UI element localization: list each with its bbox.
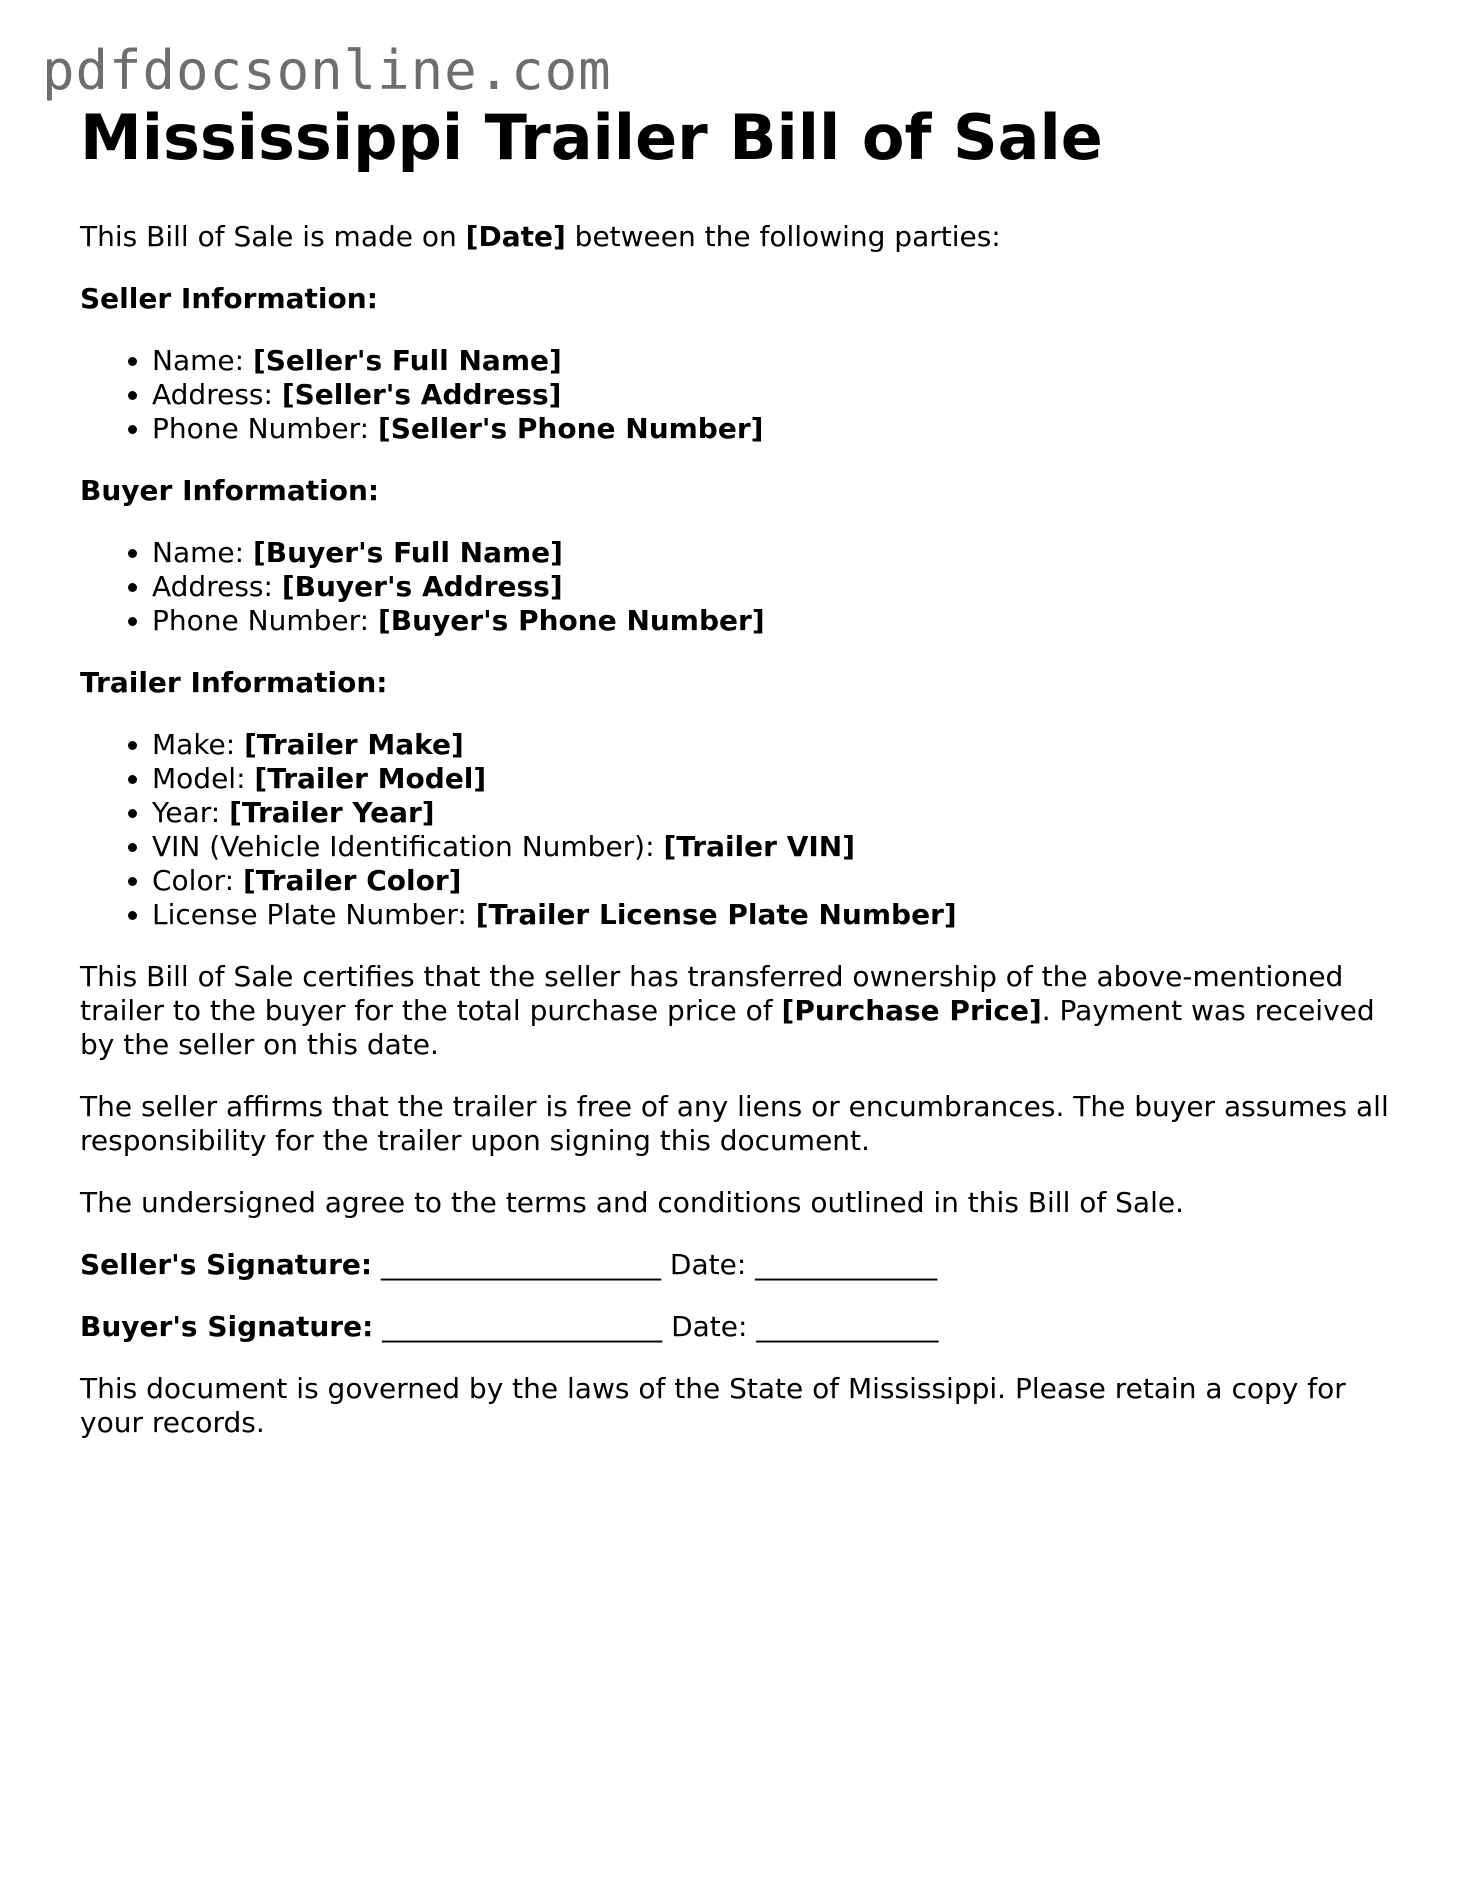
seller-info-list [80, 344, 1400, 446]
trailer-info-list [80, 728, 1400, 932]
buyer-date-label: Date: [671, 1310, 757, 1343]
seller-signature-line: ____________________ [372, 1248, 670, 1281]
seller-date-label: Date: [669, 1248, 756, 1281]
buyer-name-value: [Buyer's Full Name] [252, 536, 563, 569]
trailer-vin-value: [Trailer VIN] [663, 830, 856, 863]
buyer-section-heading: Buyer Information: [80, 474, 380, 507]
buyer-phone-value: [Buyer's Phone Number] [377, 604, 765, 637]
document-title: Mississippi Trailer Bill of Sale [80, 101, 1103, 174]
purchase-price-placeholder: [Purchase Price] [781, 994, 1042, 1027]
trailer-color-item [152, 864, 1400, 898]
trailer-plate-item [152, 898, 1400, 932]
list-item-label: Color: [152, 864, 243, 897]
list-item-label: Year: [152, 796, 230, 829]
trailer-make-item [152, 728, 1400, 762]
buyer-phone-item [152, 604, 1400, 638]
governing-law-paragraph: This document is governed by the laws of the State of Mississippi. Please retain a copy for your records. [80, 1372, 1346, 1439]
certification-after: . Payment was received by the seller on this date. [80, 994, 1375, 1061]
list-item-label: Address: [152, 378, 282, 411]
liens-paragraph: The seller affirms that the trailer is free of any liens or encumbrances. The buyer assumes all responsibility for the trailer upon signing this document. [80, 1090, 1389, 1157]
buyer-signature-label: Buyer's Signature: [80, 1310, 374, 1343]
seller-address-item [152, 378, 1400, 412]
date-placeholder: [Date] [465, 220, 566, 253]
seller-phone-value: [Seller's Phone Number] [377, 412, 764, 445]
list-item-label: Phone Number: [152, 412, 378, 445]
buyer-signature-line: ____________________ [373, 1310, 672, 1343]
list-item-label: Model: [152, 762, 255, 795]
buyer-address-value: [Buyer's Address] [281, 570, 563, 603]
list-item-label: License Plate Number: [152, 898, 476, 931]
seller-section-heading: Seller Information: [80, 282, 378, 315]
buyer-address-item [152, 570, 1400, 604]
certification-paragraph [80, 960, 1400, 1062]
list-item-label: Name: [152, 344, 253, 377]
seller-signature-row [80, 1248, 1400, 1282]
intro-after: between the following parties: [565, 220, 1001, 253]
watermark-text: pdfdocsonline.com [42, 39, 612, 102]
seller-name-value: [Seller's Full Name] [252, 344, 562, 377]
list-item-label: Make: [152, 728, 245, 761]
intro-paragraph [80, 220, 1400, 254]
buyer-info-list [80, 536, 1400, 638]
seller-phone-item [152, 412, 1400, 446]
buyer-name-item [152, 536, 1400, 570]
buyer-date-line: _____________ [756, 1310, 939, 1343]
trailer-make-value: [Trailer Make] [244, 728, 464, 761]
seller-name-item [152, 344, 1400, 378]
certification-before: This Bill of Sale certifies that the seller has transferred ownership of the above-mentioned trailer to the buyer for the total purchase price of [80, 960, 1344, 1027]
list-item-label: Phone Number: [152, 604, 378, 637]
seller-date-line: _____________ [755, 1248, 938, 1281]
list-item-label: VIN (Vehicle Identification Number): [152, 830, 664, 863]
list-item-label: Address: [152, 570, 282, 603]
trailer-model-value: [Trailer Model] [254, 762, 487, 795]
seller-address-value: [Seller's Address] [281, 378, 562, 411]
buyer-signature-row [80, 1310, 1400, 1344]
intro-before: This Bill of Sale is made on [80, 220, 466, 253]
trailer-model-item [152, 762, 1400, 796]
document-body [80, 100, 1400, 1468]
list-item-label: Name: [152, 536, 253, 569]
agreement-paragraph: The undersigned agree to the terms and conditions outlined in this Bill of Sale. [80, 1186, 1184, 1219]
trailer-year-item [152, 796, 1400, 830]
trailer-color-value: [Trailer Color] [242, 864, 462, 897]
trailer-plate-value: [Trailer License Plate Number] [475, 898, 957, 931]
trailer-vin-item [152, 830, 1400, 864]
seller-signature-label: Seller's Signature: [80, 1248, 373, 1281]
trailer-section-heading: Trailer Information: [80, 666, 388, 699]
trailer-year-value: [Trailer Year] [229, 796, 435, 829]
